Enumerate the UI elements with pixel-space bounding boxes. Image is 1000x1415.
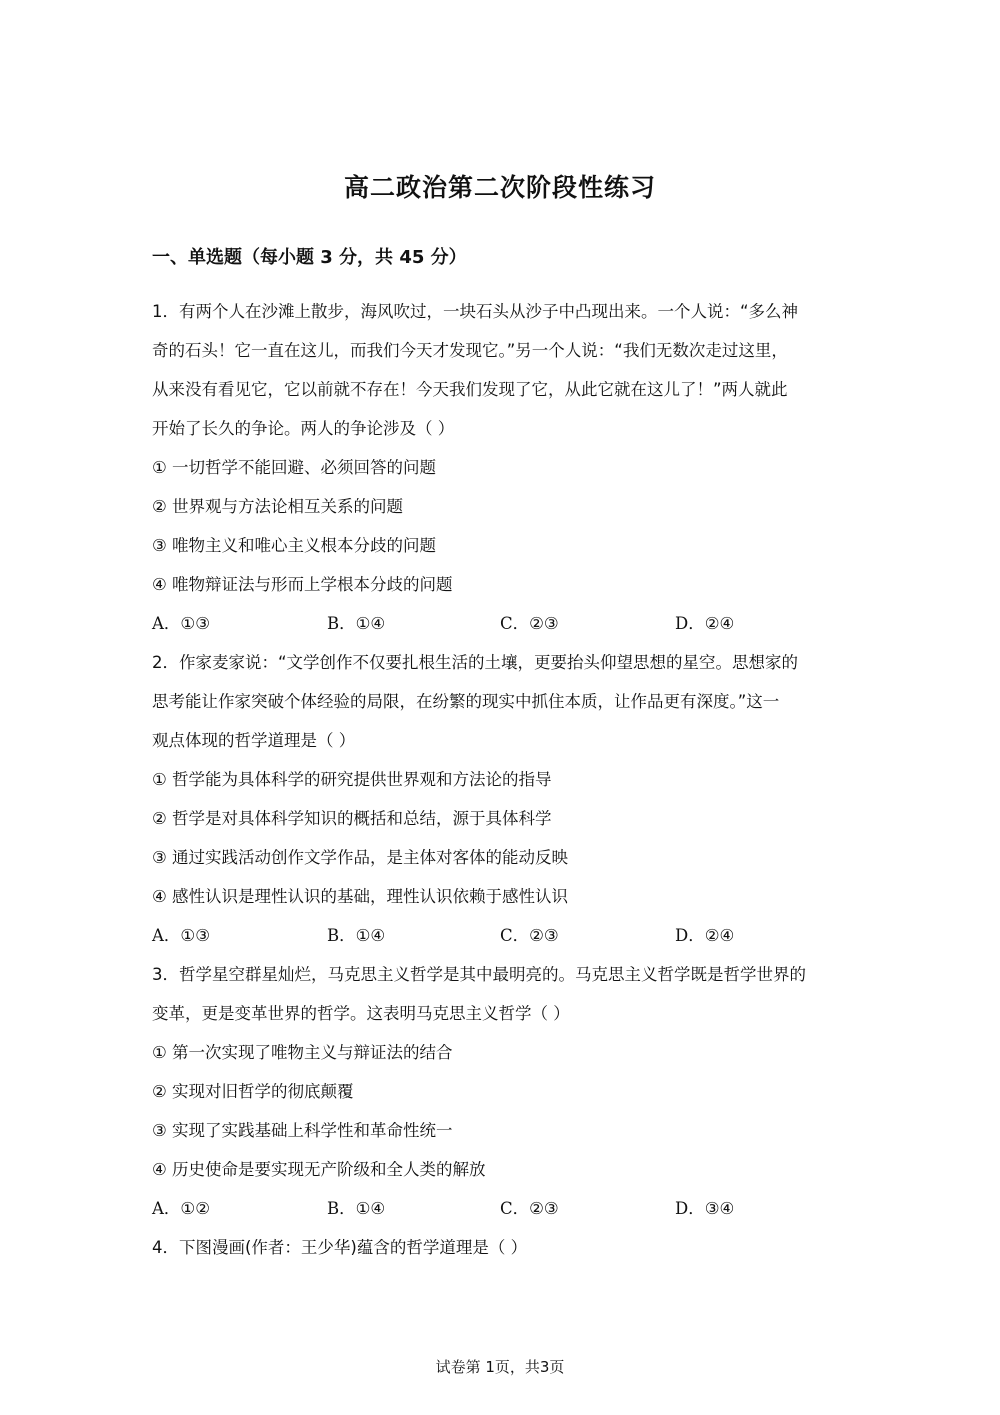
question-stem-line: 变革，更是变革世界的哲学。这表明马克思主义哲学（ ） — [152, 1004, 570, 1023]
statement-item: ④ 唯物辩证法与形而上学根本分歧的问题 — [152, 575, 453, 594]
statement-item: ① 第一次实现了唯物主义与辩证法的结合 — [152, 1043, 453, 1062]
question-stem-line: 开始了长久的争论。两人的争论涉及（ ） — [152, 419, 455, 438]
question-1 — [152, 292, 852, 643]
answer-option-b[interactable] — [327, 604, 385, 643]
section-heading: 一、单选题（每小题 3 分，共 45 分） — [152, 247, 467, 268]
answer-option-a[interactable] — [152, 916, 210, 955]
question-2 — [152, 643, 852, 955]
answer-option-b[interactable] — [327, 1189, 385, 1228]
answer-option-c[interactable] — [500, 604, 559, 643]
option-letter: A． — [152, 1199, 181, 1218]
statement-item: ① 哲学能为具体科学的研究提供世界观和方法论的指导 — [152, 770, 552, 789]
option-letter: C． — [500, 614, 530, 633]
option-letter: D． — [675, 926, 705, 945]
option-text: ①③ — [180, 926, 211, 945]
question-stem-line: 从来没有看见它，它以前就不存在！今天我们发现了它，从此它就在这儿了！”两人就此 — [152, 380, 788, 399]
option-letter: B． — [327, 614, 356, 633]
question-stem-line: 奇的石头！它一直在这儿，而我们今天才发现它。”另一个人说：“我们无数次走过这里， — [152, 341, 788, 360]
statement-item: ③ 通过实践活动创作文学作品，是主体对客体的能动反映 — [152, 848, 569, 867]
option-text: ②③ — [529, 614, 559, 633]
question-4 — [152, 1228, 852, 1267]
statement-item: ① 一切哲学不能回避、必须回答的问题 — [152, 458, 437, 477]
question-stem-line: 4．下图漫画(作者：王少华)蕴含的哲学道理是（ ） — [152, 1238, 528, 1257]
statement-item: ③ 实现了实践基础上科学性和革命性统一 — [152, 1121, 453, 1140]
answer-option-d[interactable] — [675, 916, 734, 955]
statement-item: ② 世界观与方法论相互关系的问题 — [152, 497, 404, 516]
answer-option-c[interactable] — [500, 916, 559, 955]
question-stem-line: 3．哲学星空群星灿烂，马克思主义哲学是其中最明亮的。马克思主义哲学既是哲学世界的 — [152, 965, 806, 984]
option-text: ①③ — [180, 614, 211, 633]
statement-item: ③ 唯物主义和唯心主义根本分歧的问题 — [152, 536, 437, 555]
statement-item: ④ 历史使命是要实现无产阶级和全人类的解放 — [152, 1160, 486, 1179]
page-title: 高二政治第二次阶段性练习 — [343, 173, 656, 202]
answer-option-d[interactable] — [675, 1189, 734, 1228]
option-text: ②③ — [529, 1199, 559, 1218]
option-text: ①④ — [355, 614, 386, 633]
answer-options — [152, 916, 852, 955]
question-stem-line: 2．作家麦家说：“文学创作不仅要扎根生活的土壤，更要抬头仰望思想的星空。思想家的 — [152, 653, 799, 672]
option-text: ①④ — [355, 926, 386, 945]
answer-option-c[interactable] — [500, 1189, 559, 1228]
option-text: ②④ — [704, 926, 735, 945]
option-text: ②③ — [529, 926, 559, 945]
answer-option-b[interactable] — [327, 916, 385, 955]
answer-option-d[interactable] — [675, 604, 734, 643]
option-letter: C． — [500, 926, 530, 945]
option-letter: D． — [675, 1199, 705, 1218]
option-letter: B． — [327, 1199, 356, 1218]
option-text: ③④ — [704, 1199, 735, 1218]
question-stem-line: 思考能让作家突破个体经验的局限，在纷繁的现实中抓住本质，让作品更有深度。”这一 — [152, 692, 780, 711]
statement-item: ② 哲学是对具体科学知识的概括和总结，源于具体科学 — [152, 809, 552, 828]
option-letter: A． — [152, 614, 181, 633]
statement-item: ② 实现对旧哲学的彻底颠覆 — [152, 1082, 354, 1101]
option-text: ①② — [180, 1199, 211, 1218]
statement-item: ④ 感性认识是理性认识的基础，理性认识依赖于感性认识 — [152, 887, 569, 906]
page-footer: 试卷第 1页，共3页 — [435, 1358, 565, 1376]
option-letter: A． — [152, 926, 181, 945]
option-text: ①④ — [355, 1199, 386, 1218]
question-stem-line: 观点体现的哲学道理是（ ） — [152, 731, 356, 750]
answer-option-a[interactable] — [152, 604, 210, 643]
answer-option-a[interactable] — [152, 1189, 210, 1228]
option-letter: B． — [327, 926, 356, 945]
question-list — [152, 292, 852, 1267]
answer-options — [152, 1189, 852, 1228]
question-stem-line: 1．有两个人在沙滩上散步，海风吹过，一块石头从沙子中凸现出来。一个人说：“多么神 — [152, 302, 799, 321]
answer-options — [152, 604, 852, 643]
option-letter: C． — [500, 1199, 530, 1218]
option-text: ②④ — [704, 614, 735, 633]
question-3 — [152, 955, 852, 1228]
option-letter: D． — [675, 614, 705, 633]
